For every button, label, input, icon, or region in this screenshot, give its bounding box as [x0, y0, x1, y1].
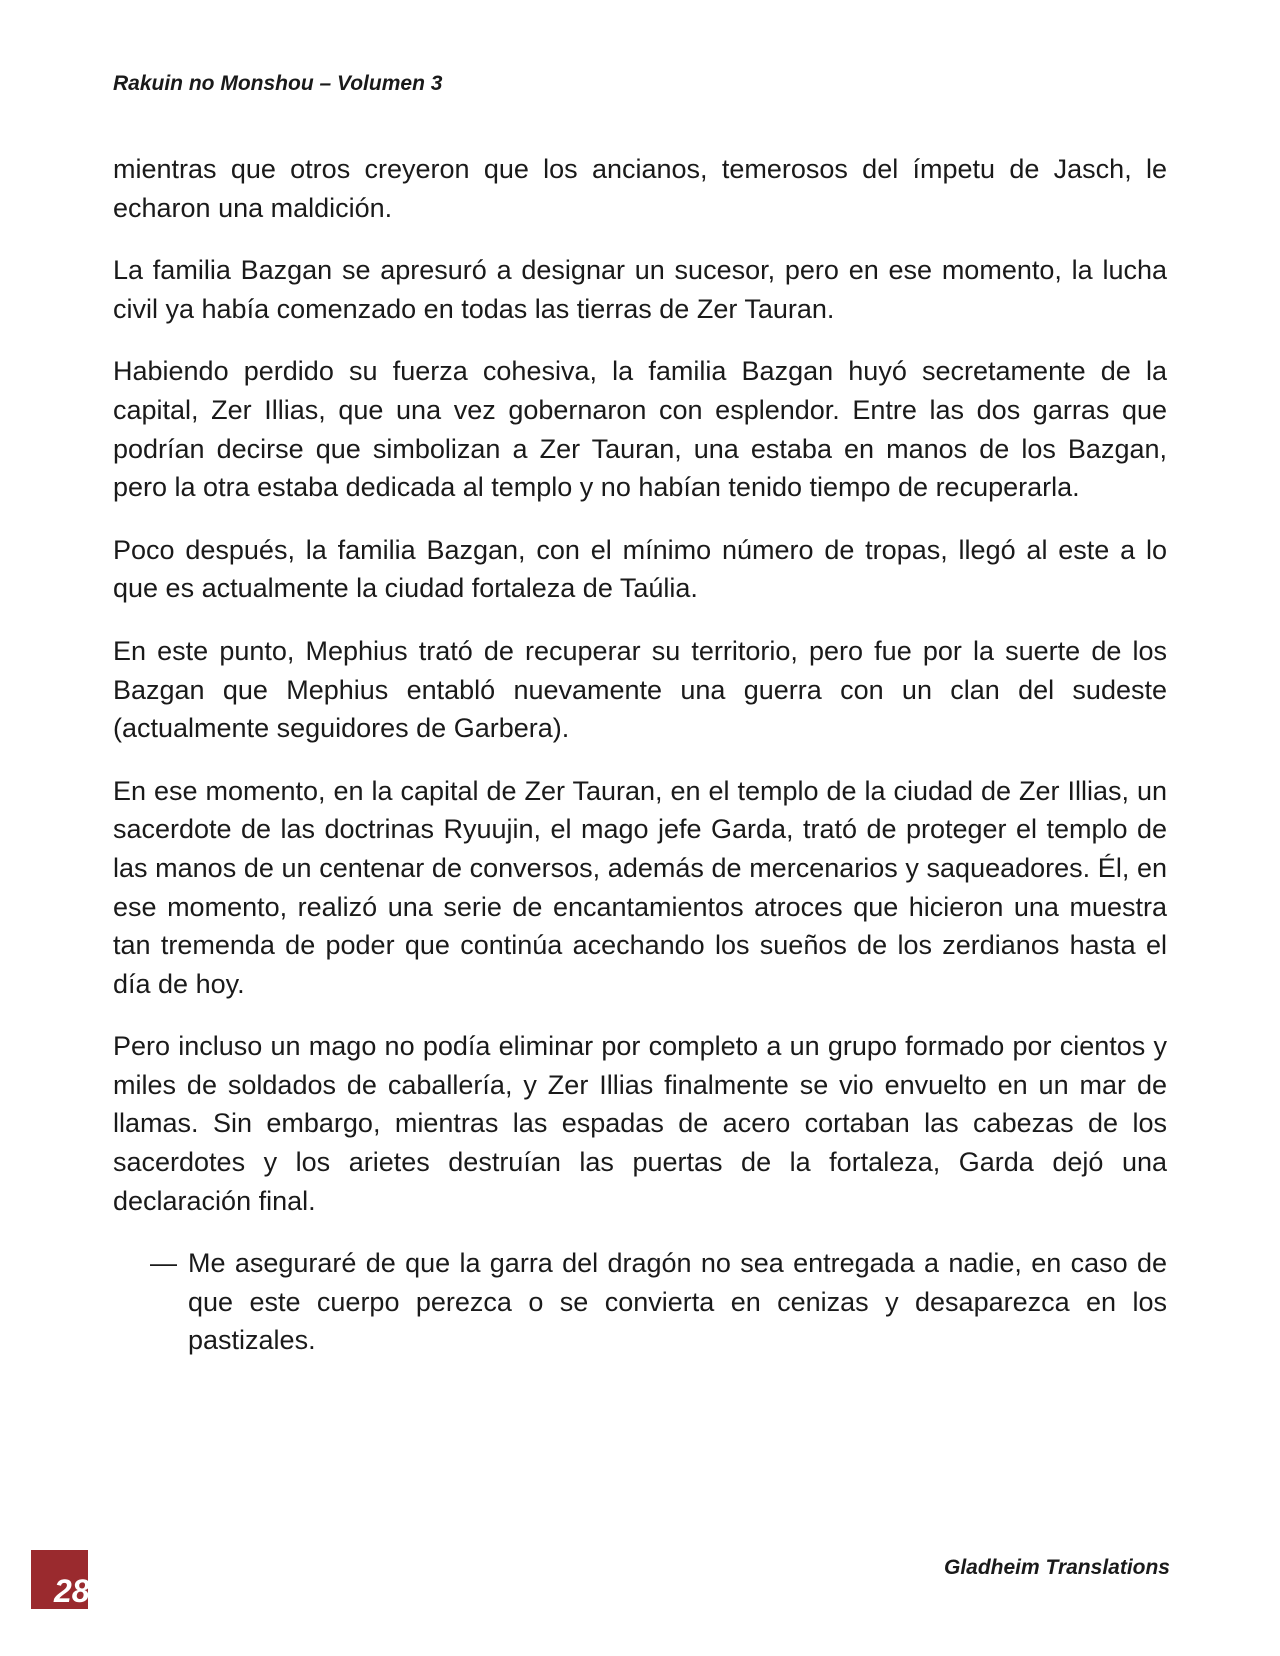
paragraph-5: En este punto, Mephius trató de recuperar su territorio, pero fue por la suerte de los Bazgan que Mephius entabló nuevamente una guerra con un clan del sudeste (actualmente seguidores de Garbera).	[113, 635, 1167, 744]
page-body	[113, 150, 1167, 1360]
dialogue-quote	[150, 1244, 1167, 1360]
dialogue-dash: —	[150, 1248, 177, 1279]
paragraph-2: La familia Bazgan se apresuró a designar un sucesor, pero en ese momento, la lucha civil ya había comenzado en todas las tierras de Zer Tauran.	[113, 255, 1167, 324]
paragraph-4: Poco después, la familia Bazgan, con el mínimo número de tropas, llegó al este a lo que es actualmente la ciudad fortaleza de Taúlia.	[113, 534, 1167, 604]
paragraph-1: mientras que otros creyeron que los ancianos, temerosos del ímpetu de Jasch, le echaron una maldición.	[113, 154, 1167, 223]
page-number: 28	[54, 1573, 90, 1609]
paragraph-3: Habiendo perdido su fuerza cohesiva, la familia Bazgan huyó secretamente de la capital, Zer Illias, que una vez gobernaron con esplendor. Entre las dos garras que podrían decirse que simbolizan a Zer Tauran, una estaba en manos de los Bazgan, pero la otra estaba dedicada al templo y no habían tenido tiempo de recuperarla.	[113, 356, 1167, 503]
paragraph-7: Pero incluso un mago no podía eliminar por completo a un grupo formado por cientos y miles de soldados de caballería, y Zer Illias finalmente se vio envuelto en un mar de llamas. Sin embargo, mientras las espadas de acero cortaban las cabezas de los sacerdotes y los arietes destruían las puertas de la fortaleza, Garda dejó una declaración final.	[113, 1031, 1167, 1216]
dialogue-text: Me aseguraré de que la garra del dragón no sea entregada a nadie, en caso de que este cuerpo perezca o se convierta en cenizas y desaparezca en los pastizales.	[188, 1248, 1167, 1356]
footer-credit: Gladheim Translations	[943, 1556, 1170, 1579]
paragraph-6: En ese momento, en la capital de Zer Tauran, en el templo de la ciudad de Zer Illias, un sacerdote de las doctrinas Ryuujin, el mago jefe Garda, trató de proteger el templo de las manos de un centenar de conversos, además de mercenarios y saqueadores. Él, en ese momento, realizó una serie de encantamientos atroces que hicieron una muestra tan tremenda de poder que continúa acechando los sueños de los zerdianos hasta el día de hoy.	[113, 775, 1167, 999]
page-number-underline	[31, 1609, 88, 1612]
running-header-title: Rakuin no Monshou – Volumen 3	[113, 72, 443, 95]
